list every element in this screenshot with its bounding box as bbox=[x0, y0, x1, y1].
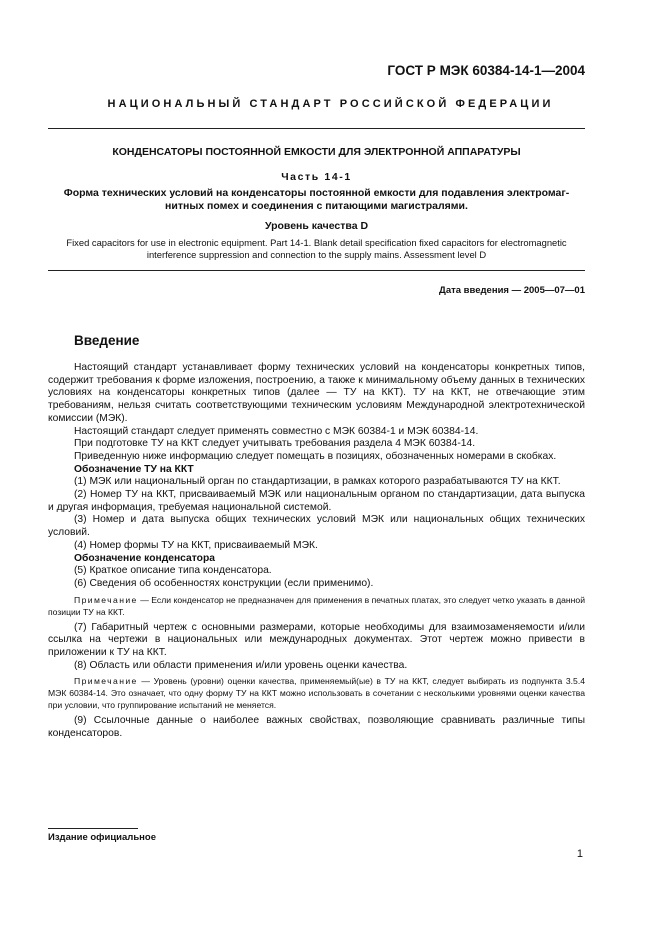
standard-number: ГОСТ Р МЭК 60384-14-1—2004 bbox=[387, 63, 585, 78]
body-text bbox=[48, 362, 585, 741]
paragraph: При подготовке ТУ на ККТ следует учитывать требования раздела 4 МЭК 60384-14. bbox=[74, 438, 476, 450]
list-item: (4) Номер формы ТУ на ККТ, присваиваемый МЭК. bbox=[74, 539, 318, 551]
subtitle-line-2: нитных помех и соединения с питающими магистралями. bbox=[165, 200, 468, 212]
subheading-capacitor-designation: Обозначение конденсатора bbox=[74, 552, 215, 564]
header-divider bbox=[48, 128, 585, 129]
title-divider bbox=[48, 270, 585, 271]
section-title: Введение bbox=[74, 333, 140, 348]
subheading-tu-designation: Обозначение ТУ на ККТ bbox=[74, 463, 194, 475]
page-number: 1 bbox=[576, 848, 583, 860]
english-title-line-1: Fixed capacitors for use in electronic equipment. Part 14-1. Blank detail specification fixed capacitors for electromagnetic bbox=[66, 237, 567, 248]
list-item: (3) Номер и дата выпуска общих технических условий МЭК или национальных общих технических условий. bbox=[48, 514, 585, 539]
part-number: Часть 14-1 bbox=[281, 171, 352, 183]
list-item: (8) Область или области применения и/или уровень оценки качества. bbox=[74, 659, 408, 671]
national-standard-heading: НАЦИОНАЛЬНЫЙ СТАНДАРТ РОССИЙСКОЙ ФЕДЕРАЦИИ bbox=[107, 98, 554, 110]
note bbox=[48, 675, 585, 711]
subtitle-line-1: Форма технических условий на конденсаторы постоянной емкости для подавления электромаг- bbox=[63, 187, 570, 199]
document-title: КОНДЕНСАТОРЫ ПОСТОЯННОЙ ЕМКОСТИ ДЛЯ ЭЛЕКТРОННОЙ АППАРАТУРЫ bbox=[112, 146, 521, 158]
note-label: Примечание bbox=[74, 594, 138, 605]
list-item: (9) Ссылочные данные о наиболее важных свойствах, позволяющие сравнивать различные типы конденсаторов. bbox=[48, 715, 585, 740]
footer-divider bbox=[48, 828, 138, 829]
document-subtitle bbox=[48, 187, 585, 213]
english-title-line-2: interference suppression and connection to the supply mains. Assessment level D bbox=[146, 249, 487, 260]
list-item: (2) Номер ТУ на ККТ, присваиваемый МЭК или национальным органом по стандартизации, дата выпуска и другая информация, требуемая национальной системой. bbox=[48, 489, 585, 513]
list-item: (1) МЭК или национальный орган по стандартизации, в рамках которого разрабатываются ТУ на ККТ. bbox=[74, 476, 561, 488]
introduction-date: Дата введения — 2005—07—01 bbox=[439, 285, 585, 296]
note bbox=[48, 594, 585, 618]
paragraph: Настоящий стандарт следует применять совместно с МЭК 60384-1 и МЭК 60384-14. bbox=[74, 425, 479, 437]
paragraph: Настоящий стандарт устанавливает форму технических условий на конденсаторы конкретных типов, содержит требования к форме изложения, построению, а также к минимальному объему данных в технических условиях на конденсаторы конкретных типов (далее — ТУ на ККТ). ТУ на ККТ, не отвечающие этим требованиям, нельзя считать соответствующими техническим условиям Международной электротехнической комиссии (МЭК). bbox=[48, 362, 585, 424]
list-item: (5) Краткое описание типа конденсатора. bbox=[74, 565, 272, 577]
quality-level: Уровень качества D bbox=[264, 220, 369, 232]
official-edition-label: Издание официальное bbox=[48, 832, 156, 843]
note-label: Примечание bbox=[74, 676, 138, 687]
note-text: — Уровень (уровни) оценки качества, применяемый(ые) в ТУ на ККТ, следует выбирать из подпункта 3.5.4 МЭК 60384-14. Это означает, что одну форму ТУ на ККТ можно использовать в сочетании с несколькими уровнями оценки качества при условии, что группирование испытаний не меняется. bbox=[48, 676, 585, 711]
list-item: (6) Сведения об особенностях конструкции (если применимо). bbox=[74, 577, 374, 589]
list-item: (7) Габаритный чертеж с основными размерами, которые необходимы для взаимозаменяемости и/или ссылка на чертежи в национальных или международных документах. Этот чертеж можно привести в приложении к ТУ на ККТ. bbox=[48, 621, 585, 659]
english-title bbox=[40, 237, 593, 261]
note-text: — Если конденсатор не предназначен для применения в печатных платах, это следует четко указать в данной позиции ТУ на ККТ. bbox=[48, 594, 585, 617]
paragraph: Приведенную ниже информацию следует помещать в позициях, обозначенных номерами в скобках. bbox=[74, 450, 557, 462]
